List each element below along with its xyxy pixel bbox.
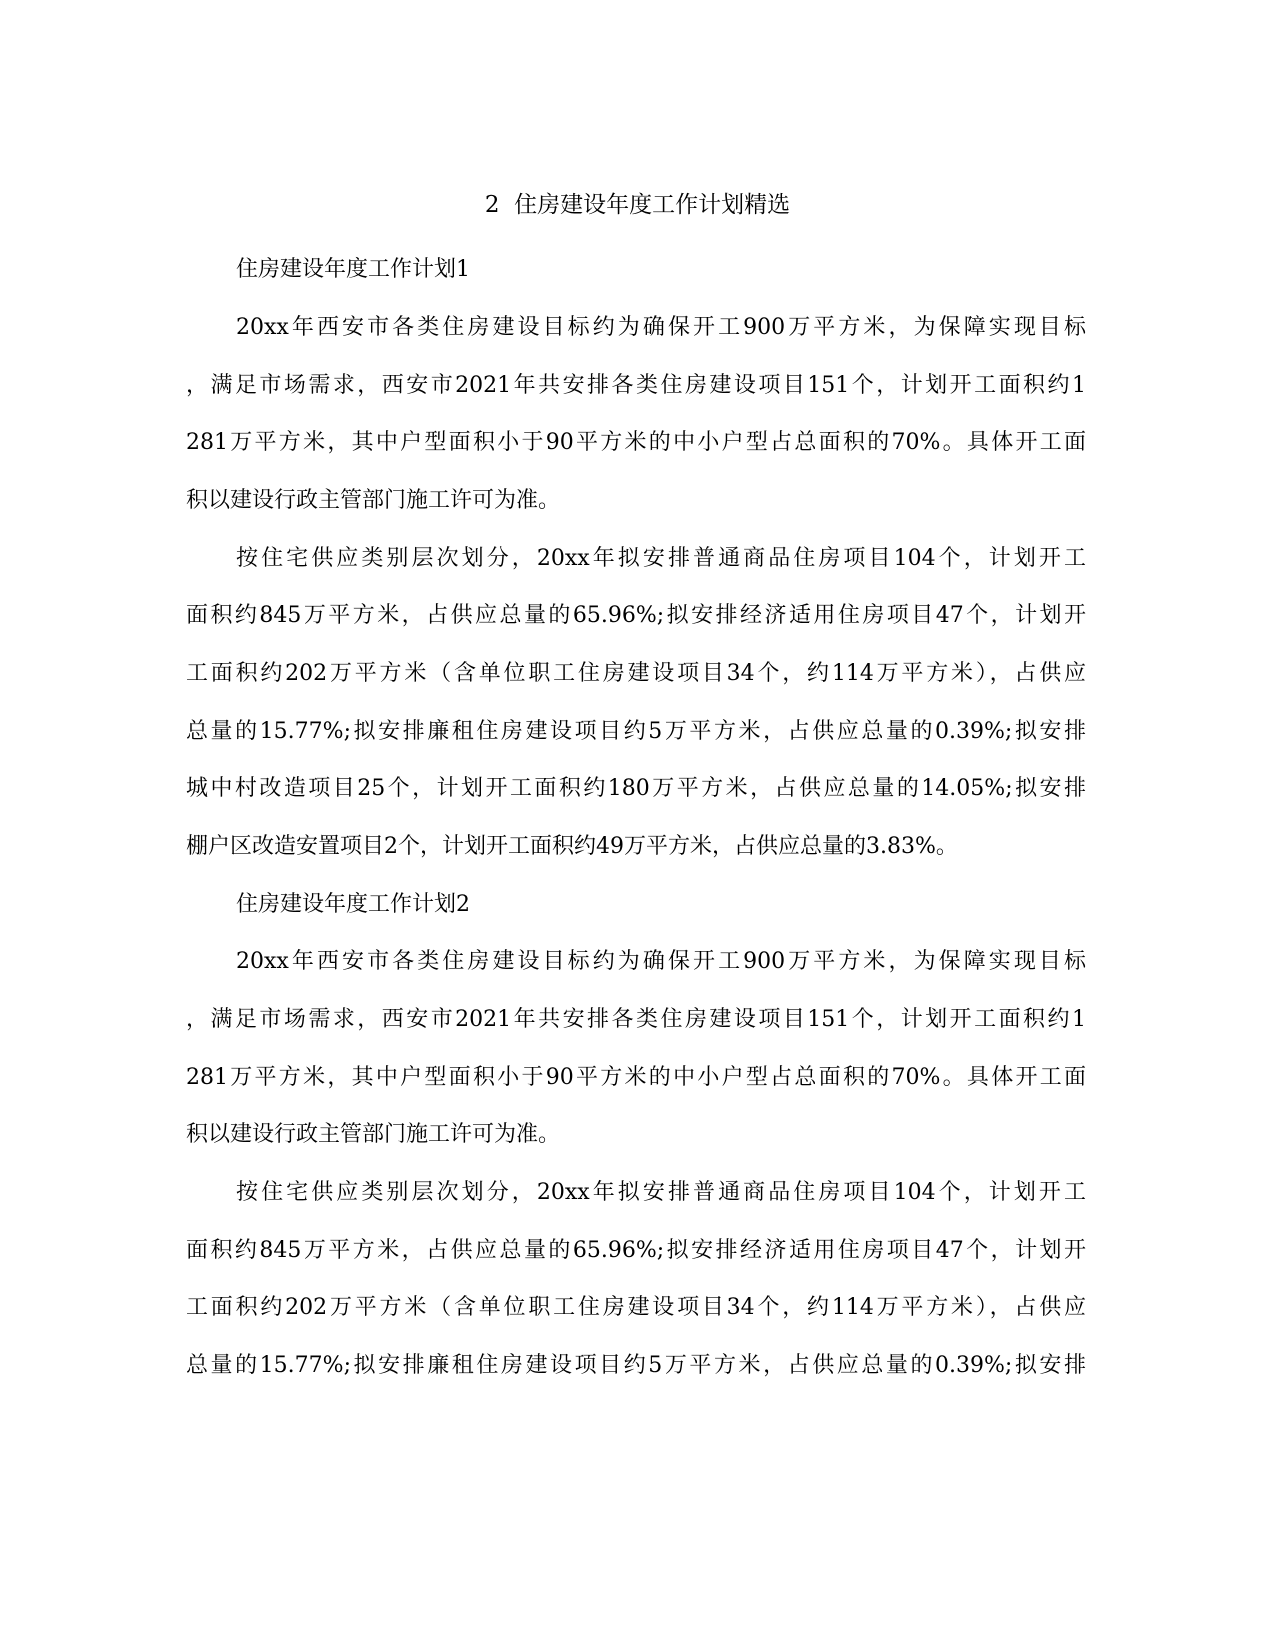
paragraph-line: 总量的15.77%;拟安排廉租住房建设项目约5万平方米，占供应总量的0.39%;拟安排: [186, 1353, 1086, 1378]
paragraph-line: 按住宅供应类别层次划分，20xx年拟安排普通商品住房项目104个，计划开工: [236, 546, 1086, 571]
paragraph-line: ，满足市场需求，西安市2021年共安排各类住房建设项目151个，计划开工面积约1: [186, 373, 1086, 398]
paragraph-line: 281万平方米，其中户型面积小于90平方米的中小户型占总面积的70%。具体开工面: [186, 1065, 1086, 1090]
page-title: 2 住房建设年度工作计划精选: [484, 192, 791, 218]
paragraph-line: ，满足市场需求，西安市2021年共安排各类住房建设项目151个，计划开工面积约1: [186, 1007, 1086, 1032]
paragraph-line: 总量的15.77%;拟安排廉租住房建设项目约5万平方米，占供应总量的0.39%;拟安排: [186, 719, 1086, 744]
paragraph-line: 工面积约202万平方米（含单位职工住房建设项目34个，约114万平方米），占供应: [186, 661, 1086, 686]
paragraph-line: 积以建设行政主管部门施工许可为准。: [186, 488, 561, 513]
paragraph-line: 棚户区改造安置项目2个，计划开工面积约49万平方米，占供应总量的3.83%。: [186, 834, 958, 859]
paragraph-line: 20xx年西安市各类住房建设目标约为确保开工900万平方米，为保障实现目标: [236, 315, 1086, 340]
paragraph-line: 面积约845万平方米，占供应总量的65.96%;拟安排经济适用住房项目47个，计划开: [186, 1238, 1086, 1263]
section-heading-2: 住房建设年度工作计划2: [236, 892, 470, 917]
paragraph-line: 面积约845万平方米，占供应总量的65.96%;拟安排经济适用住房项目47个，计划开: [186, 603, 1086, 628]
section-heading-1: 住房建设年度工作计划1: [236, 257, 470, 282]
paragraph-line: 281万平方米，其中户型面积小于90平方米的中小户型占总面积的70%。具体开工面: [186, 430, 1086, 455]
paragraph-line: 城中村改造项目25个，计划开工面积约180万平方米，占供应总量的14.05%;拟安排: [186, 776, 1086, 801]
paragraph-line: 工面积约202万平方米（含单位职工住房建设项目34个，约114万平方米），占供应: [186, 1295, 1086, 1320]
paragraph-line: 20xx年西安市各类住房建设目标约为确保开工900万平方米，为保障实现目标: [236, 949, 1086, 974]
paragraph-line: 积以建设行政主管部门施工许可为准。: [186, 1122, 561, 1147]
paragraph-line: 按住宅供应类别层次划分，20xx年拟安排普通商品住房项目104个，计划开工: [236, 1180, 1086, 1205]
